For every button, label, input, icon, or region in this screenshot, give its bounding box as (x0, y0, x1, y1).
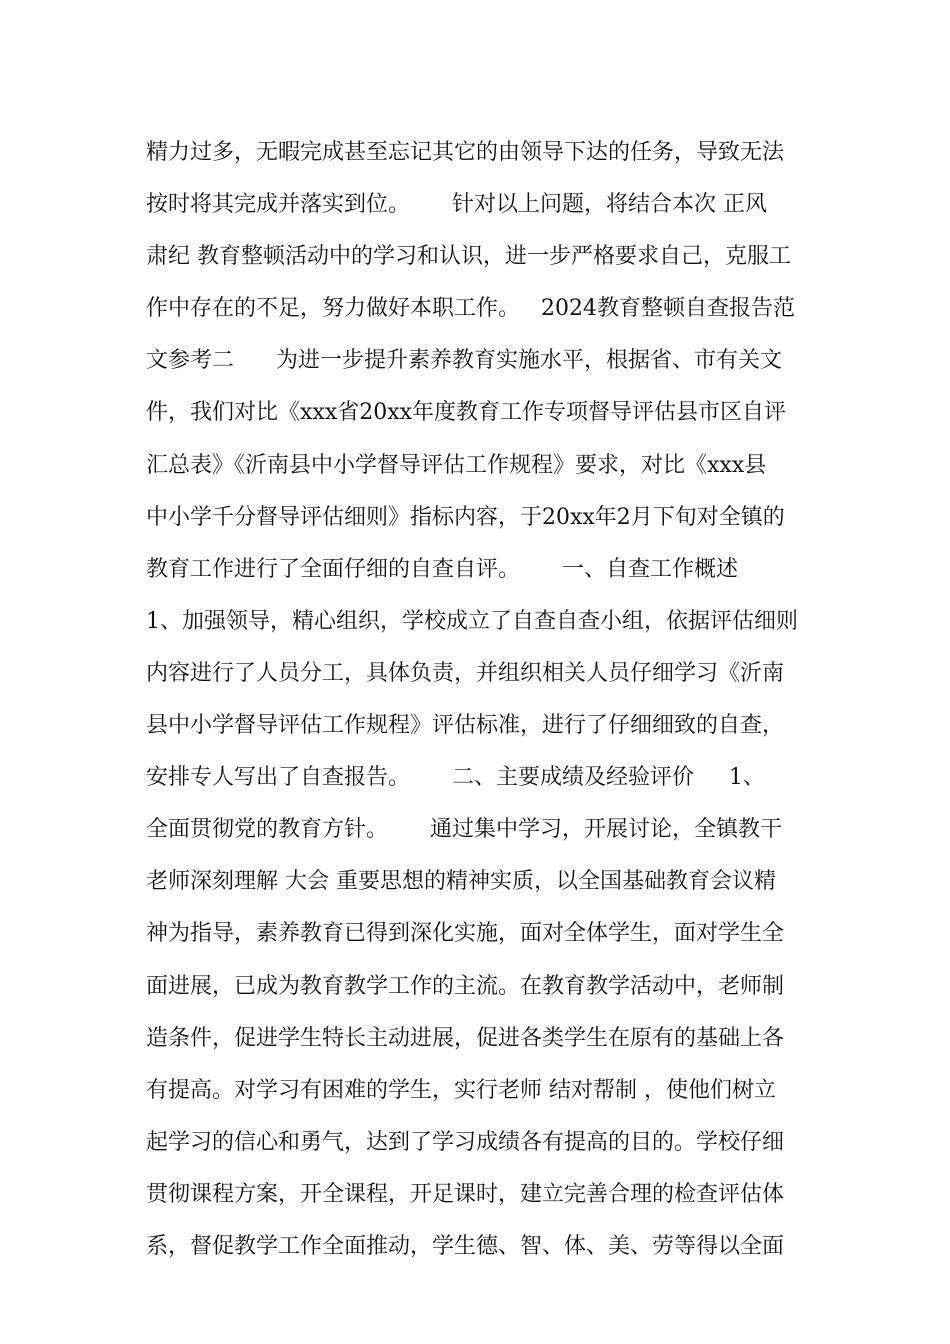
text-line-2: 按时将其完成并落实到位。 针对以上问题，将结合本次 正风 (146, 192, 767, 218)
text-line-13: 安排专人写出了自查报告。 二、主要成绩及经验评价 1、 (146, 765, 765, 791)
text-line-7: 汇总表》《沂南县中小学督导评估工作规程》要求，对比《xxx县 (146, 452, 767, 478)
text-line-3: 肃纪 教育整顿活动中的学习和认识，进一步严格要求自己，克服工 (146, 244, 791, 270)
text-line-9: 教育工作进行了全面仔细的自查自评。 一、自查工作概述 (146, 556, 738, 582)
text-line-20: 起学习的信心和勇气，达到了学习成绩各有提高的目的。学校仔细 (146, 1129, 785, 1155)
document-body (146, 127, 816, 1273)
text-line-11: 内容进行了人员分工，具体负责，并组织相关人员仔细学习《沂南 (146, 660, 785, 686)
text-line-14: 全面贯彻党的教育方针。 通过集中学习，开展讨论，全镇教干 (146, 817, 782, 843)
text-line-18: 造条件，促进学生特长主动进展，促进各类学生在原有的基础上各 (146, 1025, 785, 1051)
text-line-17: 面进展，已成为教育教学工作的主流。在教育教学活动中，老师制 (146, 973, 785, 999)
text-line-4: 作中存在的不足，努力做好本职工作。 2024教育整顿自查报告范 (146, 296, 795, 322)
text-line-12: 县中小学督导评估工作规程》评估标准，进行了仔细细致的自查， (146, 713, 785, 739)
text-line-1: 精力过多，无暇完成甚至忘记其它的由领导下达的任务，导致无法 (146, 140, 785, 165)
text-line-19: 有提高。对学习有困难的学生，实行老师 结对帮制 ，使他们树立 (146, 1077, 776, 1103)
text-line-22: 系，督促教学工作全面推动，学生德、智、体、美、劳等得以全面 (146, 1233, 785, 1259)
text-line-8: 中小学千分督导评估细则》指标内容，于20xx年2月下旬对全镇的 (146, 504, 785, 530)
text-line-16: 神为指导，素养教育已得到深化实施，面对全体学生，面对学生全 (146, 921, 785, 947)
text-line-10: 1、加强领导，精心组织，学校成立了自查自查小组，依据评估细则 (146, 608, 798, 634)
text-line-5: 文参考二 为进一步提升素养教育实施水平，根据省、市有关文 (146, 348, 782, 374)
text-line-15: 老师深刻理解 大会 重要思想的精神实质，以全国基础教育会议精 (146, 869, 776, 895)
text-line-6: 件，我们对比《xxx省20xx年度教育工作专项督导评估县市区自评 (146, 400, 787, 426)
text-line-21: 贯彻课程方案，开全课程，开足课时，建立完善合理的检查评估体 (146, 1181, 785, 1207)
